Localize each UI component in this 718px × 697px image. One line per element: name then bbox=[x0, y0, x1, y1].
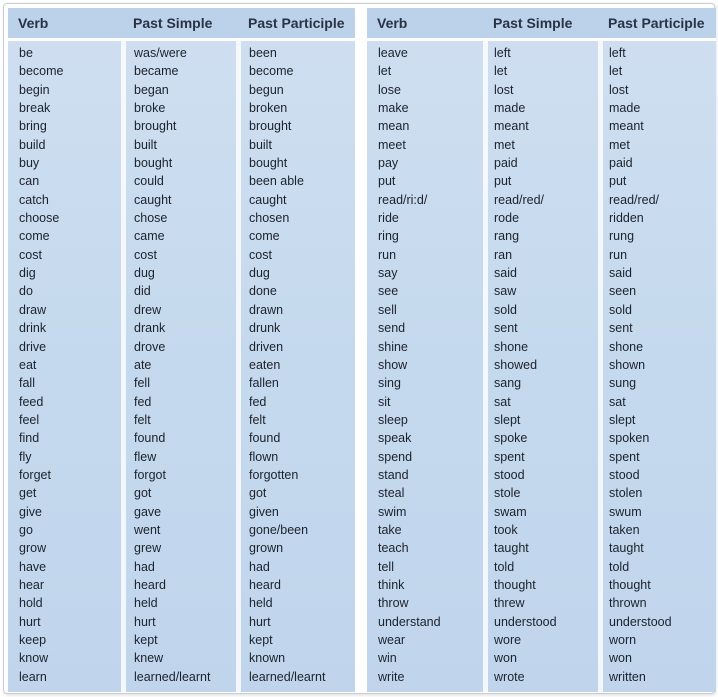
table-row bbox=[8, 246, 355, 264]
past-simple-cell: grew bbox=[134, 541, 162, 556]
table-row bbox=[367, 301, 716, 319]
verb-cell: fall bbox=[19, 376, 35, 391]
verb-cell: teach bbox=[378, 541, 409, 556]
verb-cell: spend bbox=[378, 449, 413, 464]
verb-cell: can bbox=[19, 174, 40, 189]
past-participle-cell: chosen bbox=[249, 211, 290, 226]
table-row bbox=[367, 44, 716, 62]
table-row bbox=[367, 154, 716, 172]
table-row bbox=[367, 191, 716, 209]
verb-cell: forget bbox=[19, 467, 51, 482]
past-participle-cell: known bbox=[249, 651, 286, 666]
table-row bbox=[8, 448, 355, 466]
past-simple-cell: took bbox=[494, 522, 518, 537]
table-row bbox=[8, 484, 355, 502]
past-simple-cell: did bbox=[134, 284, 151, 299]
table-row bbox=[8, 649, 355, 667]
past-simple-cell: held bbox=[134, 596, 158, 611]
past-simple-cell: broke bbox=[134, 101, 166, 116]
past-participle-cell: met bbox=[609, 137, 630, 152]
table-row bbox=[367, 521, 716, 539]
table-row bbox=[367, 503, 716, 521]
verb-cell: tell bbox=[378, 559, 394, 574]
past-simple-cell: built bbox=[134, 137, 157, 152]
past-participle-cell: sent bbox=[609, 321, 633, 336]
verb-cell: have bbox=[19, 559, 47, 574]
table-row bbox=[367, 484, 716, 502]
verb-cell: sit bbox=[378, 394, 391, 409]
verb-cell: sleep bbox=[378, 412, 408, 427]
table-row bbox=[8, 282, 355, 300]
past-participle-cell: bought bbox=[249, 156, 288, 171]
verb-cell: keep bbox=[19, 633, 47, 647]
verb-cell: get bbox=[19, 486, 37, 501]
verb-cell: catch bbox=[19, 192, 49, 207]
verb-cell: mean bbox=[378, 119, 410, 134]
verb-cell: bring bbox=[19, 119, 47, 134]
past-participle-cell: begun bbox=[249, 82, 284, 97]
header-verb: Verb bbox=[377, 15, 408, 31]
past-participle-cell: broken bbox=[249, 101, 288, 116]
past-simple-cell: got bbox=[134, 486, 152, 501]
past-participle-cell: told bbox=[609, 559, 630, 574]
past-participle-cell: drunk bbox=[249, 321, 281, 336]
past-participle-cell: fallen bbox=[249, 376, 279, 391]
past-participle-cell: fed bbox=[249, 394, 267, 409]
verb-cell: draw bbox=[19, 302, 47, 317]
past-participle-cell: made bbox=[609, 101, 641, 116]
verb-cell: put bbox=[378, 174, 396, 189]
past-participle-cell: put bbox=[609, 174, 627, 189]
table-row bbox=[367, 319, 716, 337]
past-simple-cell: showed bbox=[494, 357, 538, 372]
past-simple-cell: went bbox=[134, 522, 161, 537]
past-simple-cell: fell bbox=[134, 376, 150, 391]
past-participle-cell: flown bbox=[249, 449, 279, 464]
verb-cell: run bbox=[378, 247, 397, 262]
table-row bbox=[367, 282, 716, 300]
table-row bbox=[8, 521, 355, 539]
verb-cell: show bbox=[378, 357, 408, 372]
past-participle-cell: ridden bbox=[609, 211, 644, 226]
verb-cell: leave bbox=[378, 46, 408, 60]
past-simple-cell: stole bbox=[494, 486, 521, 501]
past-simple-cell: stood bbox=[494, 467, 525, 482]
past-simple-cell: hurt bbox=[134, 614, 156, 629]
past-simple-cell: taught bbox=[494, 541, 529, 556]
table-row bbox=[8, 466, 355, 484]
verb-cell: send bbox=[378, 321, 406, 336]
past-participle-cell: rung bbox=[609, 229, 635, 244]
past-simple-cell: kept bbox=[134, 633, 158, 647]
past-participle-cell: taken bbox=[609, 522, 640, 537]
verb-cell: stand bbox=[378, 467, 409, 482]
verb-cell: speak bbox=[378, 431, 412, 446]
past-simple-cell: swam bbox=[494, 504, 527, 519]
verb-cell: take bbox=[378, 522, 402, 537]
table-row bbox=[367, 466, 716, 484]
verb-cell: fly bbox=[19, 449, 32, 464]
table-row bbox=[367, 558, 716, 576]
past-simple-cell: put bbox=[494, 174, 512, 189]
table-row bbox=[8, 558, 355, 576]
verb-cell: go bbox=[19, 522, 33, 537]
table-row bbox=[367, 393, 716, 411]
past-participle-cell: let bbox=[609, 64, 623, 79]
past-simple-cell: spoke bbox=[494, 431, 528, 446]
verb-cell: sing bbox=[378, 376, 401, 391]
past-simple-cell: cost bbox=[134, 247, 157, 262]
verb-table-left bbox=[8, 8, 355, 692]
past-participle-cell: hurt bbox=[249, 614, 271, 629]
past-participle-cell: been bbox=[249, 46, 277, 60]
table-row bbox=[8, 172, 355, 190]
past-participle-cell: come bbox=[249, 229, 280, 244]
past-simple-cell: met bbox=[494, 137, 515, 152]
table-row bbox=[367, 411, 716, 429]
table-row bbox=[367, 631, 716, 649]
verb-cell: say bbox=[378, 266, 398, 281]
verb-cell: feel bbox=[19, 412, 40, 427]
header-past-participle: Past Participle bbox=[248, 15, 345, 31]
verb-cell: begin bbox=[19, 82, 50, 97]
table-row bbox=[8, 356, 355, 374]
past-simple-cell: saw bbox=[494, 284, 517, 299]
past-simple-cell: lost bbox=[494, 82, 514, 97]
table-row bbox=[8, 411, 355, 429]
past-simple-cell: understood bbox=[494, 614, 557, 629]
past-participle-cell: brought bbox=[249, 119, 292, 134]
past-participle-cell: heard bbox=[249, 577, 281, 592]
table-row bbox=[8, 117, 355, 135]
past-simple-cell: rode bbox=[494, 211, 520, 226]
past-simple-cell: felt bbox=[134, 412, 151, 427]
past-participle-cell: had bbox=[249, 559, 270, 574]
table-row bbox=[367, 62, 716, 80]
past-participle-cell: stood bbox=[609, 467, 640, 482]
past-simple-cell: rang bbox=[494, 229, 520, 244]
past-participle-cell: thought bbox=[609, 577, 651, 592]
table-row bbox=[8, 136, 355, 154]
table-row bbox=[8, 264, 355, 282]
past-simple-cell: came bbox=[134, 229, 165, 244]
past-participle-cell: spoken bbox=[609, 431, 650, 446]
table-row bbox=[367, 539, 716, 557]
header-verb: Verb bbox=[18, 15, 49, 31]
past-participle-cell: kept bbox=[249, 633, 273, 647]
rows-right bbox=[367, 44, 716, 686]
table-row bbox=[8, 301, 355, 319]
table-row bbox=[8, 393, 355, 411]
table-row bbox=[367, 264, 716, 282]
verb-cell: throw bbox=[378, 596, 409, 611]
verb-cell: wear bbox=[378, 633, 406, 647]
header-past-simple: Past Simple bbox=[133, 15, 213, 31]
table-row bbox=[367, 172, 716, 190]
table-row bbox=[8, 594, 355, 612]
verb-cell: swim bbox=[378, 504, 407, 519]
past-simple-cell: let bbox=[494, 64, 508, 79]
verb-table-right bbox=[367, 8, 716, 692]
past-simple-cell: made bbox=[494, 101, 526, 116]
past-simple-cell: drove bbox=[134, 339, 166, 354]
past-participle-cell: sung bbox=[609, 376, 637, 391]
table-row bbox=[8, 576, 355, 594]
verb-cell: understand bbox=[378, 614, 441, 629]
past-participle-cell: done bbox=[249, 284, 277, 299]
past-participle-cell: built bbox=[249, 137, 272, 152]
verb-cell: break bbox=[19, 101, 51, 116]
table-row bbox=[367, 374, 716, 392]
verb-cell: ring bbox=[378, 229, 399, 244]
table-row bbox=[367, 81, 716, 99]
past-participle-cell: stolen bbox=[609, 486, 643, 501]
verb-cell: sell bbox=[378, 302, 397, 317]
past-simple-cell: ate bbox=[134, 357, 152, 372]
past-simple-cell: could bbox=[134, 174, 164, 189]
past-participle-cell: felt bbox=[249, 412, 266, 427]
past-simple-cell: sang bbox=[494, 376, 522, 391]
past-participle-cell: sat bbox=[609, 394, 626, 409]
past-simple-cell: thought bbox=[494, 577, 536, 592]
verb-cell: build bbox=[19, 137, 46, 152]
verb-cell: give bbox=[19, 504, 42, 519]
table-row bbox=[8, 99, 355, 117]
past-participle-cell: thrown bbox=[609, 596, 647, 611]
past-simple-cell: brought bbox=[134, 119, 177, 134]
past-simple-cell: bought bbox=[134, 156, 173, 171]
verb-cell: win bbox=[378, 651, 397, 666]
past-simple-cell: caught bbox=[134, 192, 172, 207]
table-row bbox=[367, 338, 716, 356]
past-simple-cell: threw bbox=[494, 596, 525, 611]
past-participle-cell: grown bbox=[249, 541, 284, 556]
table-row bbox=[367, 649, 716, 667]
past-simple-cell: won bbox=[494, 651, 517, 666]
table-row bbox=[367, 117, 716, 135]
past-simple-cell: heard bbox=[134, 577, 166, 592]
past-simple-cell: gave bbox=[134, 504, 162, 519]
past-simple-cell: slept bbox=[494, 412, 521, 427]
header-row bbox=[367, 8, 716, 41]
verb-cell: cost bbox=[19, 247, 42, 262]
past-participle-cell: left bbox=[609, 46, 626, 60]
verb-cell: lose bbox=[378, 82, 401, 97]
table-row bbox=[367, 448, 716, 466]
table-row bbox=[367, 99, 716, 117]
header-row bbox=[8, 8, 355, 41]
past-simple-cell: told bbox=[494, 559, 515, 574]
past-participle-cell: swum bbox=[609, 504, 642, 519]
table-row bbox=[367, 356, 716, 374]
past-participle-cell: said bbox=[609, 266, 632, 281]
table-row bbox=[8, 338, 355, 356]
table-row bbox=[8, 539, 355, 557]
past-simple-cell: learned/learnt bbox=[134, 669, 211, 684]
past-simple-cell: spent bbox=[494, 449, 525, 464]
past-simple-cell: forgot bbox=[134, 467, 166, 482]
verb-cell: think bbox=[378, 577, 405, 592]
past-participle-cell: understood bbox=[609, 614, 672, 629]
verb-cell: become bbox=[19, 64, 64, 79]
past-simple-cell: sat bbox=[494, 394, 511, 409]
past-participle-cell: meant bbox=[609, 119, 644, 134]
verb-cell: write bbox=[378, 669, 405, 684]
past-participle-cell: lost bbox=[609, 82, 629, 97]
past-participle-cell: shone bbox=[609, 339, 644, 354]
verb-cell: eat bbox=[19, 357, 37, 372]
past-participle-cell: held bbox=[249, 596, 273, 611]
table-row bbox=[8, 81, 355, 99]
verb-cell: hear bbox=[19, 577, 45, 592]
verb-cell: come bbox=[19, 229, 50, 244]
past-participle-cell: written bbox=[609, 669, 646, 684]
past-participle-cell: eaten bbox=[249, 357, 281, 372]
verb-cell: see bbox=[378, 284, 399, 299]
verb-cell: dig bbox=[19, 266, 36, 281]
past-participle-cell: sold bbox=[609, 302, 632, 317]
table-row bbox=[8, 191, 355, 209]
past-participle-cell: run bbox=[609, 247, 628, 262]
table-row bbox=[367, 668, 716, 686]
table-row bbox=[8, 62, 355, 80]
table-row bbox=[367, 429, 716, 447]
verb-cell: learn bbox=[19, 669, 47, 684]
past-participle-cell: dug bbox=[249, 266, 270, 281]
verb-cell: be bbox=[19, 46, 33, 60]
past-simple-cell: shone bbox=[494, 339, 529, 354]
verb-cell: shine bbox=[378, 339, 408, 354]
past-participle-cell: gone/been bbox=[249, 522, 309, 537]
verb-cell: ride bbox=[378, 211, 399, 226]
page-frame bbox=[3, 3, 715, 694]
verb-cell: meet bbox=[378, 137, 406, 152]
header-past-simple: Past Simple bbox=[493, 15, 573, 31]
table-row bbox=[8, 668, 355, 686]
past-simple-cell: chose bbox=[134, 211, 168, 226]
table-row bbox=[8, 429, 355, 447]
past-participle-cell: read/red/ bbox=[609, 192, 660, 207]
past-simple-cell: wore bbox=[494, 633, 522, 647]
past-simple-cell: drank bbox=[134, 321, 166, 336]
table-row bbox=[8, 154, 355, 172]
past-participle-cell: driven bbox=[249, 339, 284, 354]
rows-left bbox=[8, 44, 355, 686]
past-participle-cell: given bbox=[249, 504, 279, 519]
table-row bbox=[367, 246, 716, 264]
past-simple-cell: wrote bbox=[494, 669, 525, 684]
table-row bbox=[367, 227, 716, 245]
past-participle-cell: forgotten bbox=[249, 467, 299, 482]
verb-cell: do bbox=[19, 284, 33, 299]
verb-cell: drink bbox=[19, 321, 47, 336]
past-participle-cell: cost bbox=[249, 247, 272, 262]
past-participle-cell: learned/learnt bbox=[249, 669, 326, 684]
verb-cell: pay bbox=[378, 156, 399, 171]
table-row bbox=[8, 503, 355, 521]
table-row bbox=[8, 44, 355, 62]
table-row bbox=[8, 227, 355, 245]
past-simple-cell: sold bbox=[494, 302, 517, 317]
past-simple-cell: flew bbox=[134, 449, 157, 464]
past-simple-cell: said bbox=[494, 266, 517, 281]
past-simple-cell: ran bbox=[494, 247, 513, 262]
past-simple-cell: was/were bbox=[134, 46, 187, 60]
past-participle-cell: won bbox=[609, 651, 632, 666]
past-participle-cell: slept bbox=[609, 412, 636, 427]
past-participle-cell: found bbox=[249, 431, 281, 446]
verb-cell: read/ri:d/ bbox=[378, 192, 428, 207]
verb-cell: know bbox=[19, 651, 49, 666]
past-participle-cell: seen bbox=[609, 284, 637, 299]
table-row bbox=[367, 576, 716, 594]
table-row bbox=[8, 613, 355, 631]
past-simple-cell: paid bbox=[494, 156, 518, 171]
verb-cell: hold bbox=[19, 596, 43, 611]
verb-cell: grow bbox=[19, 541, 47, 556]
past-participle-cell: spent bbox=[609, 449, 640, 464]
past-simple-cell: had bbox=[134, 559, 155, 574]
past-participle-cell: got bbox=[249, 486, 267, 501]
table-row bbox=[8, 631, 355, 649]
verb-cell: steal bbox=[378, 486, 405, 501]
past-participle-cell: drawn bbox=[249, 302, 284, 317]
verb-cell: feed bbox=[19, 394, 44, 409]
past-participle-cell: taught bbox=[609, 541, 644, 556]
verb-cell: find bbox=[19, 431, 40, 446]
past-simple-cell: left bbox=[494, 46, 511, 60]
table-row bbox=[367, 136, 716, 154]
past-simple-cell: drew bbox=[134, 302, 162, 317]
verb-cell: buy bbox=[19, 156, 40, 171]
table-row bbox=[367, 209, 716, 227]
table-row bbox=[8, 319, 355, 337]
past-participle-cell: paid bbox=[609, 156, 633, 171]
verb-cell: choose bbox=[19, 211, 60, 226]
past-simple-cell: meant bbox=[494, 119, 529, 134]
past-simple-cell: became bbox=[134, 64, 179, 79]
verb-cell: let bbox=[378, 64, 392, 79]
past-participle-cell: shown bbox=[609, 357, 646, 372]
past-participle-cell: become bbox=[249, 64, 294, 79]
verb-cell: make bbox=[378, 101, 409, 116]
table-row bbox=[367, 613, 716, 631]
past-participle-cell: worn bbox=[609, 633, 637, 647]
past-simple-cell: fed bbox=[134, 394, 152, 409]
past-simple-cell: read/red/ bbox=[494, 192, 545, 207]
table-row bbox=[8, 209, 355, 227]
past-participle-cell: caught bbox=[249, 192, 287, 207]
past-simple-cell: knew bbox=[134, 651, 164, 666]
past-simple-cell: began bbox=[134, 82, 169, 97]
table-row bbox=[367, 594, 716, 612]
past-simple-cell: dug bbox=[134, 266, 155, 281]
table-row bbox=[8, 374, 355, 392]
verb-cell: drive bbox=[19, 339, 47, 354]
verb-cell: hurt bbox=[19, 614, 41, 629]
header-past-participle: Past Participle bbox=[608, 15, 705, 31]
past-participle-cell: been able bbox=[249, 174, 304, 189]
past-simple-cell: sent bbox=[494, 321, 518, 336]
past-simple-cell: found bbox=[134, 431, 166, 446]
